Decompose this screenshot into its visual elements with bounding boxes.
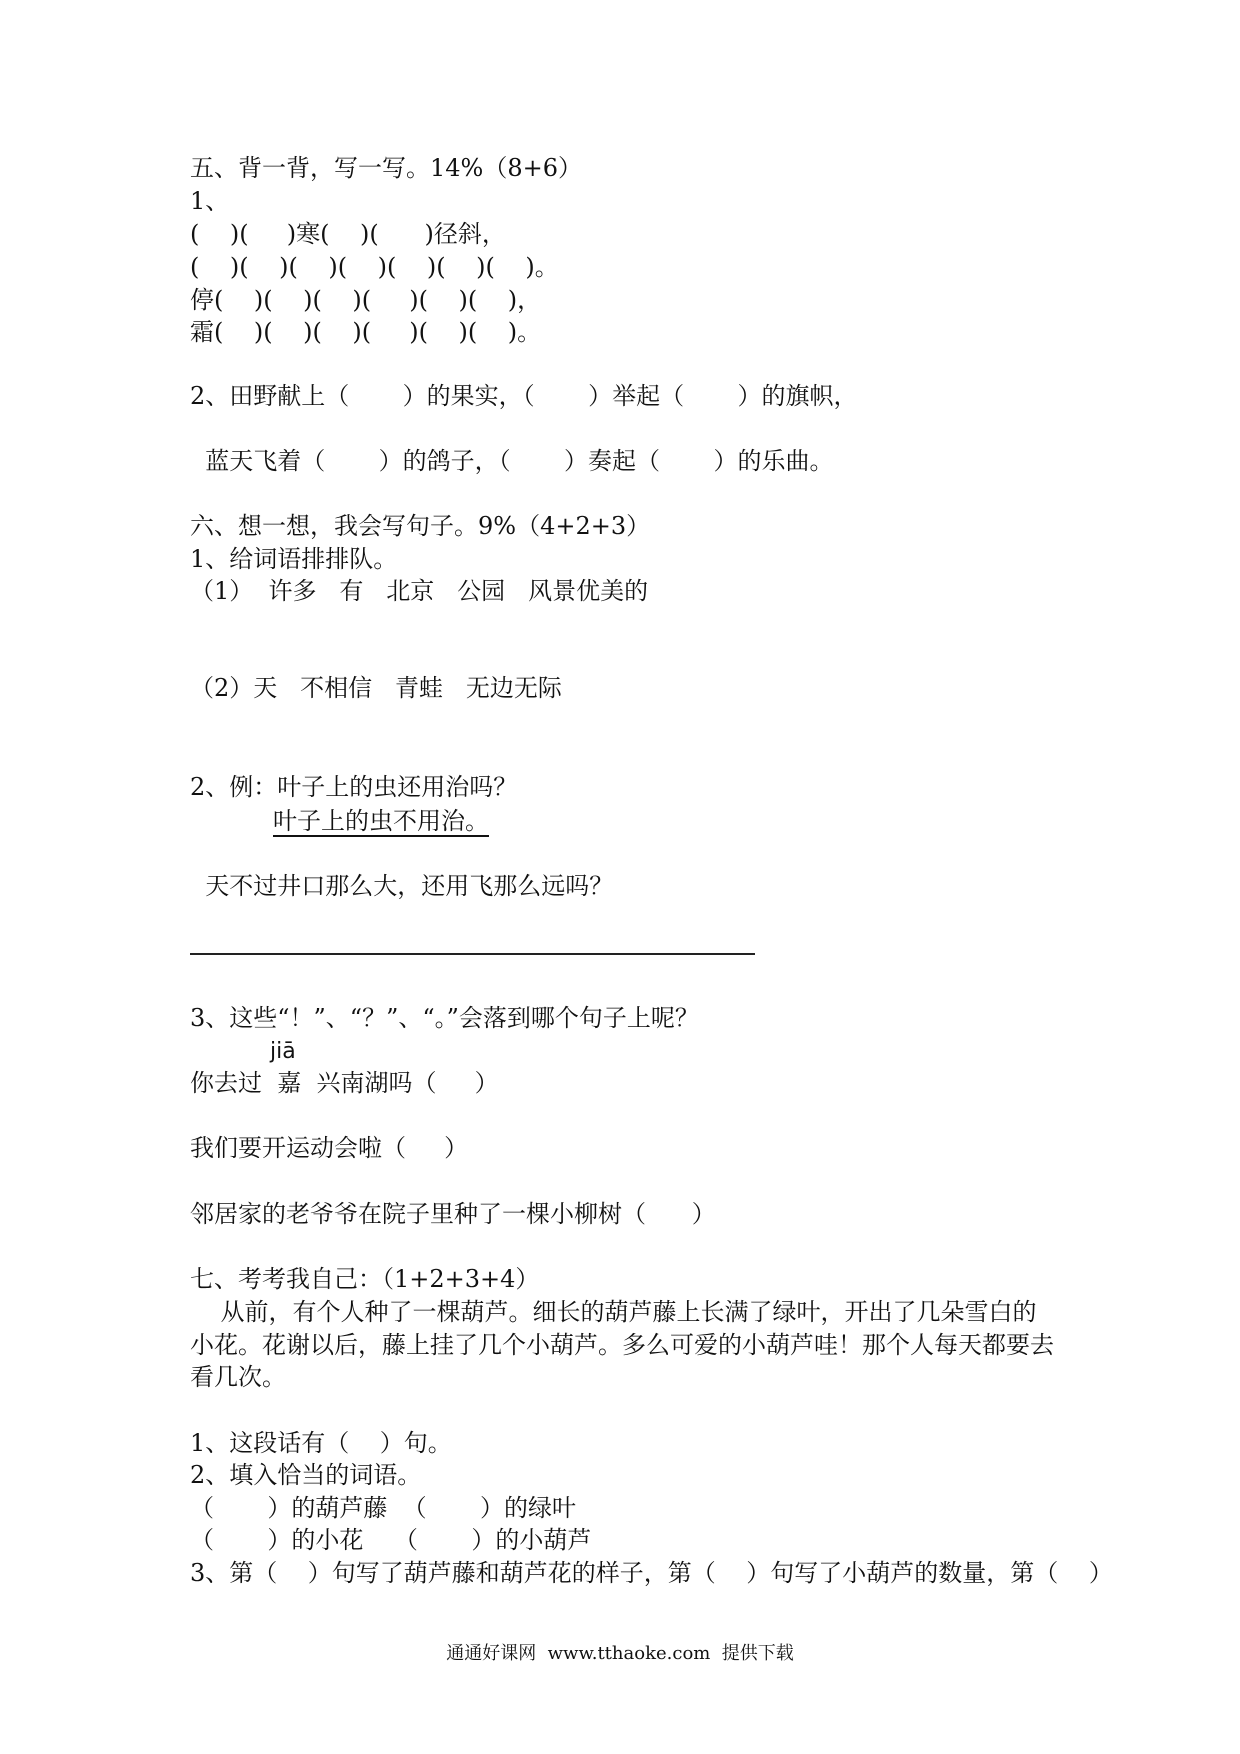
page-footer: 通通好课网 www.tthaoke.com 提供下载: [446, 1643, 794, 1664]
section7-q2: 2、填入恰当的词语。: [190, 1461, 422, 1489]
poem-line-2: ( )( )( )( )( )( )( )。: [190, 253, 559, 281]
section6-q2-example-question: 2、例：叶子上的虫还用治吗？: [190, 773, 518, 801]
section7-title: 七、考考我自己：（1+2+3+4）: [190, 1265, 540, 1293]
section7-passage-line2: 小花。花谢以后，藤上挂了几个小葫芦。多么可爱的小葫芦哇！那个人每天都要去: [190, 1331, 1054, 1359]
section7-passage-line1: 从前，有个人种了一棵葫芦。细长的葫芦藤上长满了绿叶，开出了几朵雪白的: [190, 1298, 1037, 1326]
answer-line: [190, 953, 755, 955]
section5-q2-line2: 蓝天飞着（ ）的鸽子，（ ）奏起（ ）的乐曲。: [190, 447, 834, 475]
section7-q3: 3、第（ ）句写了葫芦藤和葫芦花的样子，第（ ）句写了小葫芦的数量，第（ ）: [190, 1559, 1113, 1587]
poem-line-4: 霜( )( )( )( )( )( )。: [190, 318, 542, 346]
section6-q1-label: 1、给词语排排队。: [190, 545, 398, 573]
section5-title: 五、背一背，写一写。14%（8+6）: [190, 154, 582, 182]
section7-q1: 1、这段话有（ ）句。: [190, 1429, 452, 1457]
section5-q1-label: 1、: [190, 187, 230, 215]
section7-q2-row2: （ ）的小花 （ ）的小葫芦: [190, 1526, 592, 1554]
section6-title: 六、想一想，我会写句子。9%（4+2+3）: [190, 512, 651, 540]
section6-q1-item2: （2）天 不相信 青蛙 无边无际: [190, 674, 562, 702]
section6-q3-sentence2: 我们要开运动会啦（ ）: [190, 1134, 469, 1162]
section6-q2-question: 天不过井口那么大，还用飞那么远吗？: [190, 872, 614, 900]
section6-q2-example-answer: 叶子上的虫不用治。: [273, 807, 489, 835]
poem-line-1: ( )( )寒( )( )径斜，: [190, 220, 506, 248]
section5-q2-line1: 2、田野献上（ ）的果实，（ ）举起（ ）的旗帜，: [190, 382, 858, 410]
section6-q3-title: 3、这些“！”、“？”、“。”会落到哪个句子上呢？: [190, 1004, 699, 1032]
pinyin-annotation: jiā: [270, 1039, 296, 1064]
section7-q2-row1: （ ）的葫芦藤 （ ）的绿叶: [190, 1494, 577, 1522]
poem-line-3: 停( )( )( )( )( )( )，: [190, 286, 542, 314]
section6-q1-item1: （1） 许多 有 北京 公园 风景优美的: [190, 577, 649, 605]
section6-q3-sentence3: 邻居家的老爷爷在院子里种了一棵小柳树（ ）: [190, 1200, 716, 1228]
section7-passage-line3: 看几次。: [190, 1363, 286, 1391]
section6-q3-sentence1: 你去过 嘉 兴南湖吗（ ）: [190, 1069, 499, 1097]
